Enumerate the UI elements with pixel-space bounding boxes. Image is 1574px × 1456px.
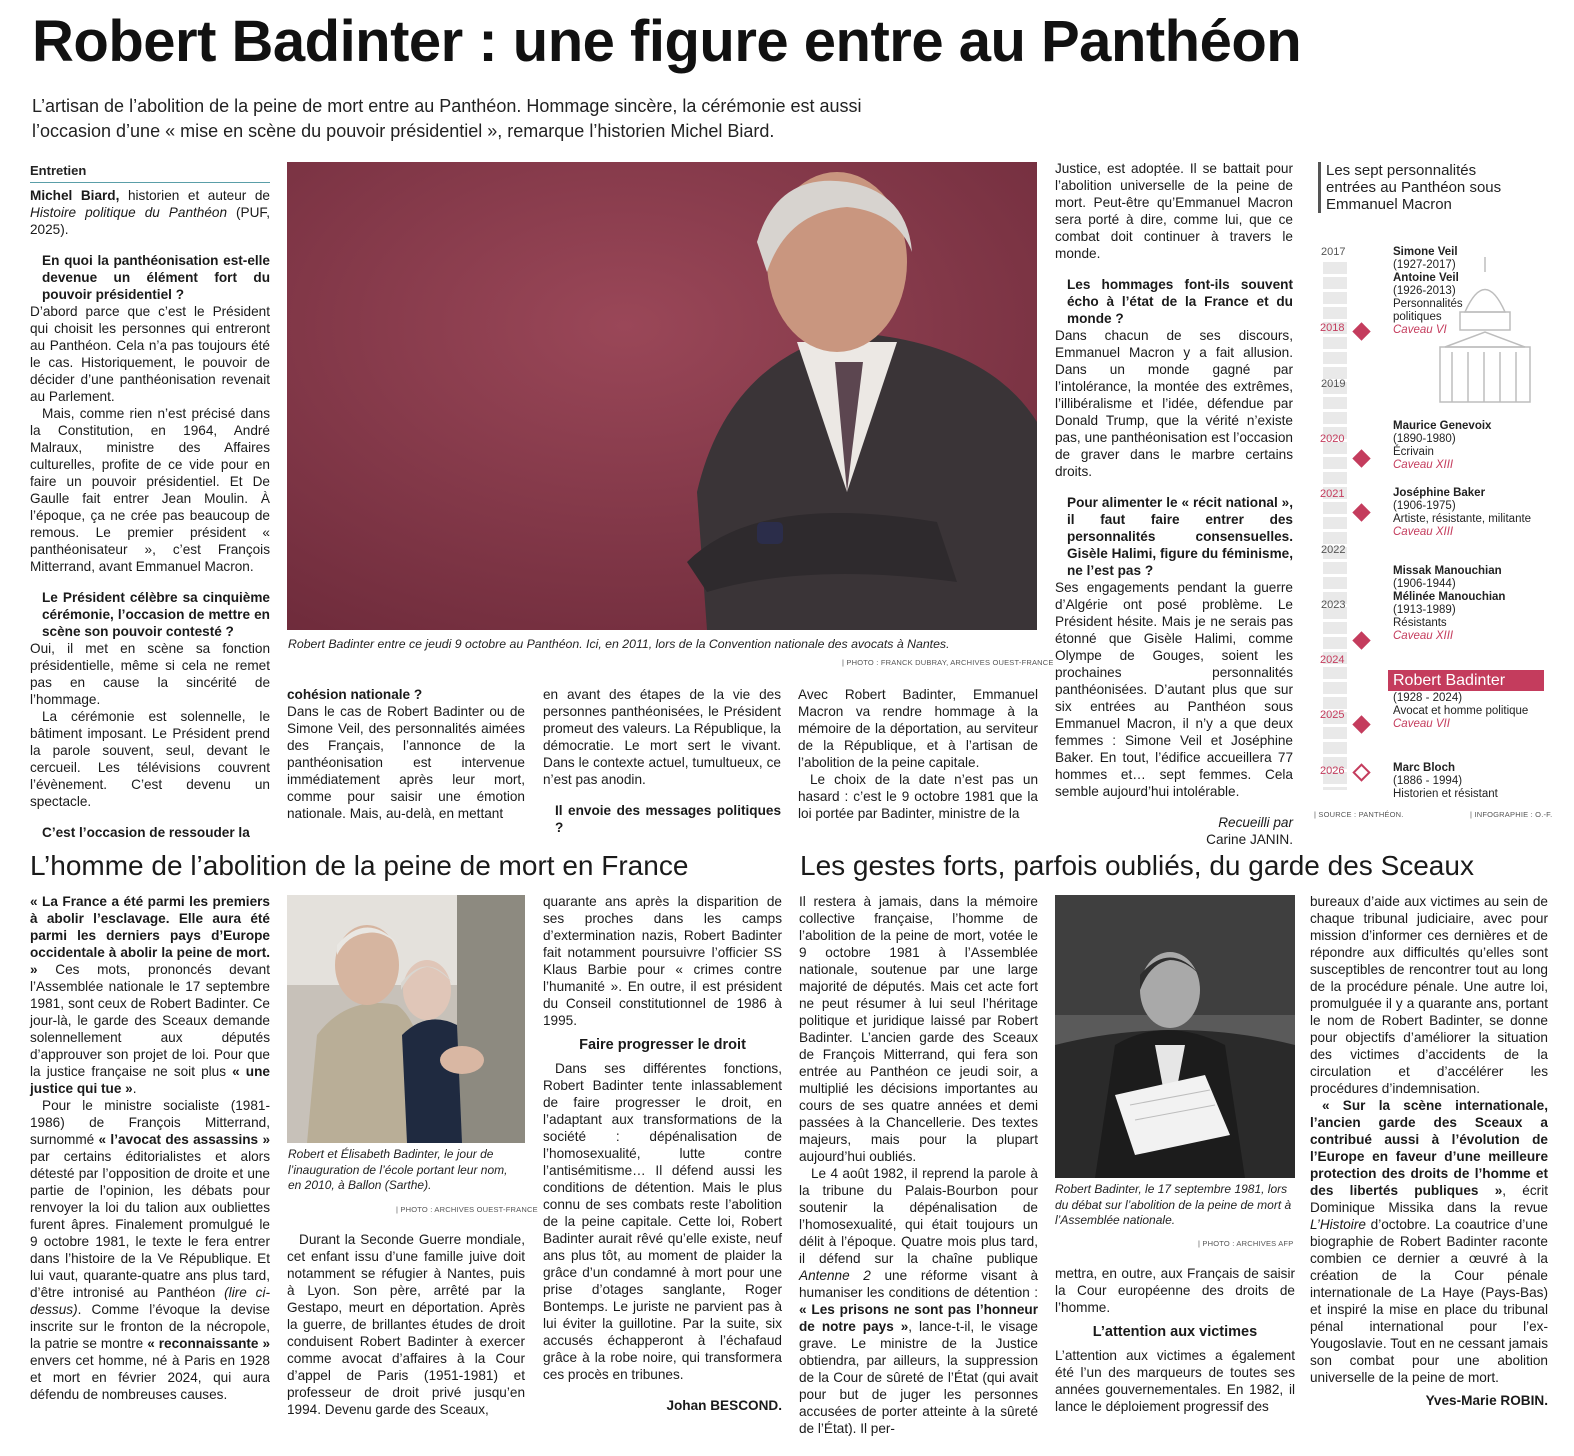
page-title: Robert Badinter : une figure entre au Panthéon [32,9,1302,74]
interview-column-4 [798,686,1038,826]
photo-badinter-assemblee [1055,895,1295,1178]
timeline-year: 2024 [1320,654,1345,666]
article1-heading: L’homme de l’abolition de la peine de mort en France [30,850,689,881]
timeline-marker [1352,322,1370,340]
article2-paragraph: bureaux d’aide aux victimes au sein de chaque tribunal judiciaire, avec pour mission d’informer ces dernières et de répondre aux difficultés qu’elles sont susceptibles de rencontrer tout au long de la procédure pénale. Une autre loi, promulguée il y a quarante ans, portant le nom de Robert Badinter, se donne pour objectifs d’améliorer la situation des victimes d’accidents de la circulation et d’accélérer les procédures d’indemnisation. [1310,894,1548,1096]
timeline-year: 2021 [1320,488,1345,500]
article1-paragraph: quarante ans après la disparition de ses proches dans les camps d’extermination nazis, Robert Badinter fait notamment poursuivre l’officier SS Klaus Barbie pour « crimes contre l’humanité ». En outre, il est président du Conseil constitutionnel de 1986 à 1995. [543,894,782,1028]
timeline-year: 2018 [1320,322,1345,334]
article2-photo-credit: | PHOTO : ARCHIVES AFP [1198,1239,1294,1248]
interview-intro: Michel Biard, historien et auteur de Histoire politique du Panthéon (PUF, 2025). [30,188,271,237]
timeline-marker [1352,449,1370,467]
timeline-marker-upcoming [1352,763,1370,781]
article2-signature: Yves-Marie ROBIN. [1425,1393,1548,1408]
interview-signature: Recueilli par [1218,815,1293,830]
photo-robert-elisabeth-badinter [287,895,525,1143]
article2-column-3 [1310,893,1548,1433]
timeline-marker [1352,503,1370,521]
timeline-year: 2019 [1321,378,1346,390]
article1-paragraph: Durant la Seconde Guerre mondiale, cet enfant issu d’une famille juive doit notamment se réfugier à Nantes, puis à Lyon. Son père, arrêté par la Gestapo, meurt en déportation. Après la guerre, de brillantes études de droit conduisent Robert Badinter à exercer comme avocat d’affaires à la Cour d’appel de Paris (1951-1981) et professeur de droit privé jusqu’en 1994. Devenu garde des Sceaux, [287,1232,525,1417]
article1-subheading: Faire progresser le droit [579,1037,746,1053]
interview-column-2 [287,686,525,826]
article2-paragraph: L’attention aux victimes a également été l’un des marqueurs de toutes ses années gouvernementales. En 1982, il lance le déploiement progressif des [1055,1348,1295,1414]
article2-photo-caption: Robert Badinter, le 17 septembre 1981, lors du débat sur l’abolition de la peine de mort à l’Assemblée nationale. [1055,1182,1292,1227]
timeline-credit: | INFOGRAPHIE : O.-F. [1470,810,1553,819]
interview-question: C’est l’occasion de ressouder la [42,825,250,840]
main-photo-badinter [287,162,1037,630]
article1-column-2 [287,1231,525,1431]
article1-signature: Johan BESCOND. [666,1398,782,1413]
article2-paragraph: « Sur la scène internationale, l’ancien garde des Sceaux a contribué aussi à l’évolution de l’Europe en faveur d’une meilleure protection des droits de l’homme et des libertés publiques », écrit Dominique Missika dans la revue L’Histoire d’octobre. La coautrice d’une biographie de Robert Badinter raconte combien ce dernier a œuvré à la création de la Cour pénale internationale de La Haye (Pays-Bas) et inspiré la mise en place du tribunal pénal international pour l’ex-Yougoslavie. Tout en ne cessant jamais son combat pour une abolition universelle de la peine de mort. [1310,1098,1548,1385]
article1-paragraph: Dans ses différentes fonctions, Robert Badinter tente inlassablement de faire progresser le droit, en l’adaptant aux transformations de la société : dépénalisation de l’homosexualité, lutte contre l’antisémitisme… Il défend aussi les conditions de détention. Mais le plus connu de ses combats reste l’abolition de la peine capitale. Cette loi, Robert Badinter aurait rêvé qu’elle existe, neuf ans plus tôt, au moment de plaider la grâce d’un condamné à mort pour une prise d’otages sanglante, Roger Bontemps. Le juriste ne parvient pas à lui éviter la guillotine. Par la suite, six accusés échapperont à l’échafaud grâce à la robe noire, qui transformera ces procès en tribunes. [543,1061,782,1382]
article2-column-1 [799,893,1039,1436]
interview-answer: Mais, comme rien n’est précisé dans la Constitution, en 1964, André Malraux, ministre des Affaires culturelles, profite de ce vide pour en faire un pouvoir présidentiel. Et De Gaulle fait entrer Jean Moulin. À l’époque, ça ne crée pas beaucoup de remous. Le premier président « panthéonisateur », c’est François Mitterrand, avant Emmanuel Macron. [30,406,270,574]
article-lead: L’artisan de l’abolition de la peine de mort entre au Panthéon. Hommage sincère, la cérémonie est aussi l’occasion d’une « mise en scène du pouvoir présidentiel », remarque l’historien Michel Biard. [32,96,862,141]
section-kicker: Entretien [30,162,270,183]
interview-answer: Justice, est adoptée. Il se battait pour l’abolition universelle de la peine de mort. Peut-être qu’Emmanuel Macron sera porté à dire, comme lui, que ce combat doit continuer à travers le monde. [1055,161,1293,261]
timeline-marker [1352,631,1370,649]
interview-answer: Le choix de la date n’est pas un hasard : c’est le 9 octobre 1981 que la loi portée par Badinter, ministre de la [798,772,1038,821]
interview-question: Le Président célèbre sa cinquième cérémonie, l’occasion de mettre en scène son pouvoir contesté ? [42,590,270,639]
article2-subheading: L’attention aux victimes [1092,1324,1258,1340]
interview-question: cohésion nationale ? [287,687,423,702]
interview-answer: La cérémonie est solennelle, le bâtiment imposant. Le Président prend la parole souvent, seul, devant le cercueil. Les télévisions couvrent l’évènement. C’est devenu un spectacle. [30,709,270,809]
article1-column-3 [543,893,782,1433]
timeline-entry-badinter: (1928 - 2024) Avocat et homme politique Caveau VII [1393,692,1529,730]
interview-question: Pour alimenter le « récit national », il faut faire entrer des personnalités consensuelles. Gisèle Halimi, figure du féminisme, ne l’est pas ? [1067,495,1293,578]
interview-answer: D’abord parce que c’est le Président qui choisit les personnes qui entreront au Panthéon. Cela n’a pas toujours été le cas. Historiquement, le pouvoir de décider d’une panthéonisation revenait au Parlement. [30,304,270,404]
couple-illustration [287,895,525,1143]
timeline-source: | SOURCE : PANTHÉON. [1314,810,1404,819]
timeline-year: 2022 [1321,544,1346,556]
interview-answer: Dans chacun de ses discours, Emmanuel Macron y a fait allusion. Dans un monde gagné par l’intolérance, la montée des extrêmes, l’illibéralisme et l’idée, défendue par Donald Trump, que la vérité n’existe pas, une panthéonisation est l’occasion de graver dans le marbre certains droits. [1055,328,1293,479]
article2-column-2 [1055,1265,1295,1433]
main-photo-caption: Robert Badinter entre ce jeudi 9 octobre au Panthéon. Ici, en 2011, lors de la Convention nationale des avocats à Nantes. [288,637,950,651]
portrait-illustration [287,162,1037,630]
interview-column-3 [543,686,781,835]
article1-column-1 [30,893,270,1433]
timeline-entry-veil: Simone Veil (1927-2017) Antoine Veil (1926-2013) Personnalités politiques Caveau VI [1393,246,1463,336]
article2-paragraph: mettra, en outre, aux Français de saisir la Cour européenne des droits de l’homme. [1055,1266,1295,1315]
article1-photo-caption: Robert et Élisabeth Badinter, le jour de l’inauguration de l’école portant leur nom, en 2010, à Ballon (Sarthe). [288,1147,508,1192]
article1-photo-credit: | PHOTO : ARCHIVES OUEST-FRANCE [396,1205,538,1214]
interview-answer: Avec Robert Badinter, Emmanuel Macron va rendre hommage à la mémoire de la déportation, au serviteur de la République, et à l’artisan de l’abolition de la peine capitale. [798,687,1038,770]
timeline-entry-baker: Joséphine Baker (1906-1975) Artiste, résistante, militante Caveau XIII [1393,487,1532,538]
interview-question: Il envoie des messages politiques ? [555,803,781,835]
interview-answer: en avant des étapes de la vie des personnes panthéonisées, le Président promeut des valeurs. La République, la démocratie. Le mort sert le vivant. Dans le contexte actuel, tumultueux, ce n’est pas anodin. [543,687,781,787]
interview-question: Les hommages font-ils souvent écho à l’état de la France et du monde ? [1067,277,1293,326]
interview-answer: Oui, il met en scène sa fonction présidentielle, même si cela ne remet pas en cause la sincérité de l’hommage. [30,641,270,707]
timeline-year: 2025 [1320,709,1345,721]
timeline-entry-genevoix: Maurice Genevoix (1890-1980) Écrivain Caveau XIII [1393,420,1492,471]
interview-author: Carine JANIN. [1206,832,1293,847]
interview-question: En quoi la panthéonisation est-elle devenue un élément fort du pouvoir présidentiel ? [42,253,270,302]
timeline-year: 2017 [1321,246,1346,258]
interview-column-1 [30,162,271,840]
timeline-year: 2020 [1320,433,1345,445]
article2-paragraph: Il restera à jamais, dans la mémoire collective française, l’homme de l’abolition de la peine de mort, votée le 9 octobre 1981 à l’Assemblée nationale, soutenue par une large majorité de députés. Mais cet acte fort ne peut résumer à lui seul l’héritage politique et juridique laissé par Robert Badinter. L’ancien garde des Sceaux de François Mitterrand, qui fera son entrée au Panthéon ce jeudi soir, a multiplié les décisions importantes au cours de ses quatre années et demi passées à la Chancellerie. Des textes majeurs, mais pour la plupart aujourd’hui oubliés. [799,894,1038,1164]
timeline-marker [1352,715,1370,733]
assembly-illustration [1055,895,1295,1178]
article1-paragraph: « La France a été parmi les premiers à abolir l’esclavage. Elle aura été parmi les derniers pays d’Europe occidentale à abolir la peine de mort. » Ces mots, prononcés devant l’Assemblée nationale le 17 septembre 1981, sont ceux de Robert Badinter. Ce jour-là, le garde des Sceaux demande solennellement aux députés d’approuver son projet de loi. Pour que la justice française ne soit plus « une justice qui tue ». [30,894,270,1096]
article1-paragraph: Pour le ministre socialiste (1981-1986) de François Mitterrand, surnommé « l’avocat des assassins » par certains éditorialistes et alors détesté par l’opposition de droite et une partie de l’opinion, les débats pour renvoyer la loi du talion aux oubliettes furent âpres. Finalement promulgué le 9 octobre 1981, le texte le fera entrer dans l’histoire de la Ve République. Et lui vaut, quarante-quatre ans plus tard, d’être intronisé au Panthéon (lire ci-dessus). Comme l’évoque la devise inscrite sur le fronton de la nécropole, la patrie se montre « reconnaissante » envers cet homme, né à Paris en 1928 et mort en février 2024, qui aura défendu de nombreuses causes. [30,1098,271,1402]
main-photo-credit: | PHOTO : FRANCK DUBRAY, ARCHIVES OUEST-FRANCE [842,658,1054,667]
timeline-entry-bloch: Marc Bloch (1886 - 1994) Historien et résistant [1393,762,1498,800]
interview-answer: Dans le cas de Robert Badinter ou de Simone Veil, des personnalités aimées des Français, l’annonce de la panthéonisation est intervenue immédiatement après leur mort, comme pour saisir une émotion nationale. Mais, au-delà, en mettant [287,704,525,821]
timeline-entry-manouchian: Missak Manouchian (1906-1944) Mélinée Manouchian (1913-1989) Résistants Caveau XIII [1393,565,1506,642]
article2-paragraph: Le 4 août 1982, il reprend la parole à la tribune du Palais-Bourbon pour soutenir la dépénalisation de l’homosexualité, qui était toujours un délit à l’époque. Quatre mois plus tard, il défend sur la chaîne publique Antenne 2 une réforme visant à humaniser les conditions de détention : « Les prisons ne sont pas l’honneur de notre pays », lance-t-il, le visage grave. Le ministre de la Justice obtiendra, par ailleurs, la suppression de la Cour de sûreté de l’État (qui avait pour but de juger les personnes accusées de porter atteinte à la sûreté de l’État). Il per- [799,1166,1039,1436]
interview-column-5 [1055,160,1293,847]
timeline-year: 2023 [1321,599,1346,611]
timeline-year: 2026 [1320,765,1345,777]
timeline-title: Les sept personnalités entrées au Panthéon sous Emmanuel Macron [1318,162,1518,213]
interview-answer: Ses engagements pendant la guerre d’Algérie ont posé problème. Le Président hésite. Mais je ne serais pas étonné que Gisèle Halimi, comme Olympe de Gouges, soient les prochaines personnalités panthéonisées. D’autant plus que sur six entrées au Panthéon sous Emmanuel Macron, il n’y a que deux femmes : Simone Veil et Joséphine Baker. En tout, l’édifice accueillera 77 hommes et… sept femmes. Cela semble aujourd’hui intolérable. [1055,580,1293,799]
timeline-highlight-badinter: Robert Badinter [1388,670,1544,691]
article2-heading: Les gestes forts, parfois oubliés, du garde des Sceaux [800,850,1474,881]
